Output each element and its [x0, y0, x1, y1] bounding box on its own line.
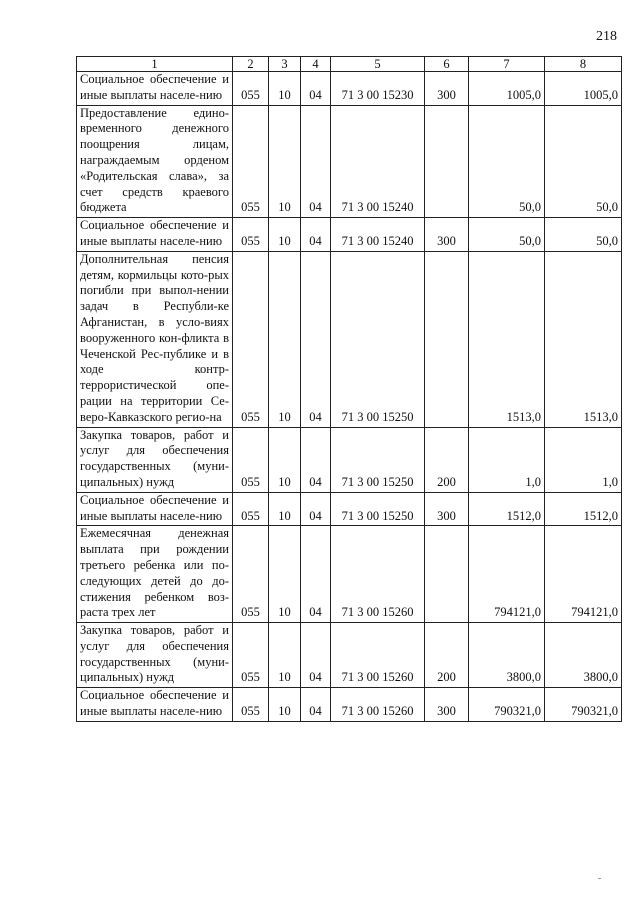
- amount-col8: 1,0: [545, 427, 622, 492]
- row-name: Социальное обеспечение и иные выплаты населе-нию: [77, 218, 233, 252]
- amount-col8: 3800,0: [545, 623, 622, 688]
- section-code: 10: [269, 72, 301, 106]
- section-code: 10: [269, 623, 301, 688]
- expense-type: [425, 105, 469, 218]
- target-article: 71 3 00 15240: [331, 105, 425, 218]
- section-code: 10: [269, 105, 301, 218]
- expense-type: 300: [425, 688, 469, 722]
- amount-col7: 50,0: [469, 218, 545, 252]
- expense-type: 300: [425, 72, 469, 106]
- expense-type: 300: [425, 218, 469, 252]
- admin-code: 055: [233, 492, 269, 526]
- target-article: 71 3 00 15230: [331, 72, 425, 106]
- admin-code: 055: [233, 218, 269, 252]
- row-name: Ежемесячная денежная выплата при рождении третьего ребенка или по-следующих детей до до-стижения ребенком воз-раста трех лет: [77, 526, 233, 623]
- subsection-code: 04: [301, 105, 331, 218]
- header-row: [77, 57, 622, 72]
- amount-col7: 794121,0: [469, 526, 545, 623]
- subsection-code: 04: [301, 218, 331, 252]
- subsection-code: 04: [301, 688, 331, 722]
- subsection-code: 04: [301, 72, 331, 106]
- admin-code: 055: [233, 105, 269, 218]
- scan-speck: [598, 878, 601, 879]
- section-code: 10: [269, 688, 301, 722]
- amount-col7: 1513,0: [469, 251, 545, 427]
- table-row: [77, 623, 622, 688]
- section-code: 10: [269, 492, 301, 526]
- table-row: [77, 218, 622, 252]
- section-code: 10: [269, 218, 301, 252]
- subsection-code: 04: [301, 623, 331, 688]
- table-row: [77, 251, 622, 427]
- table-row: [77, 688, 622, 722]
- table-row: [77, 427, 622, 492]
- table-row: [77, 492, 622, 526]
- amount-col8: 1513,0: [545, 251, 622, 427]
- expense-type: 300: [425, 492, 469, 526]
- row-name: Закупка товаров, работ и услуг для обеспечения государственных (муни-ципальных) нужд: [77, 427, 233, 492]
- table-row: [77, 105, 622, 218]
- target-article: 71 3 00 15260: [331, 688, 425, 722]
- header-cell: 3: [269, 57, 301, 72]
- subsection-code: 04: [301, 526, 331, 623]
- expense-type: [425, 251, 469, 427]
- amount-col8: 794121,0: [545, 526, 622, 623]
- target-article: 71 3 00 15260: [331, 623, 425, 688]
- target-article: 71 3 00 15250: [331, 492, 425, 526]
- target-article: 71 3 00 15250: [331, 251, 425, 427]
- header-cell: 2: [233, 57, 269, 72]
- amount-col7: 3800,0: [469, 623, 545, 688]
- target-article: 71 3 00 15260: [331, 526, 425, 623]
- admin-code: 055: [233, 688, 269, 722]
- header-cell: 6: [425, 57, 469, 72]
- admin-code: 055: [233, 72, 269, 106]
- row-name: Закупка товаров, работ и услуг для обеспечения государственных (муни-ципальных) нужд: [77, 623, 233, 688]
- page-number: 218: [596, 29, 617, 44]
- section-code: 10: [269, 526, 301, 623]
- admin-code: 055: [233, 526, 269, 623]
- subsection-code: 04: [301, 492, 331, 526]
- admin-code: 055: [233, 251, 269, 427]
- amount-col7: 50,0: [469, 105, 545, 218]
- admin-code: 055: [233, 427, 269, 492]
- section-code: 10: [269, 427, 301, 492]
- admin-code: 055: [233, 623, 269, 688]
- amount-col7: 1005,0: [469, 72, 545, 106]
- row-name: Социальное обеспечение и иные выплаты населе-нию: [77, 492, 233, 526]
- target-article: 71 3 00 15240: [331, 218, 425, 252]
- amount-col8: 1512,0: [545, 492, 622, 526]
- amount-col8: 790321,0: [545, 688, 622, 722]
- section-code: 10: [269, 251, 301, 427]
- subsection-code: 04: [301, 251, 331, 427]
- amount-col8: 1005,0: [545, 72, 622, 106]
- row-name: Предоставление едино-временного денежного поощрения лицам, награждаемым орденом «Родительская слава», за счет средств краевого бюджета: [77, 105, 233, 218]
- expense-type: [425, 526, 469, 623]
- row-name: Дополнительная пенсия детям, кормильцы кото-рых погибли при выпол-нении задач в Республи-ке Афганистан, в усло-виях вооруженного кон-фликта в Чеченской Рес-публике и в ходе контр-террористической опе-рации на территории Се-веро-Кавказского регио-на: [77, 251, 233, 427]
- subsection-code: 04: [301, 427, 331, 492]
- amount-col8: 50,0: [545, 218, 622, 252]
- table-row: [77, 526, 622, 623]
- expense-type: 200: [425, 623, 469, 688]
- amount-col8: 50,0: [545, 105, 622, 218]
- header-cell: 1: [77, 57, 233, 72]
- amount-col7: 1,0: [469, 427, 545, 492]
- header-cell: 5: [331, 57, 425, 72]
- expense-type: 200: [425, 427, 469, 492]
- row-name: Социальное обеспечение и иные выплаты населе-нию: [77, 688, 233, 722]
- amount-col7: 790321,0: [469, 688, 545, 722]
- target-article: 71 3 00 15250: [331, 427, 425, 492]
- amount-col7: 1512,0: [469, 492, 545, 526]
- budget-table: [76, 56, 622, 722]
- header-cell: 4: [301, 57, 331, 72]
- table-row: [77, 72, 622, 106]
- header-cell: 7: [469, 57, 545, 72]
- row-name: Социальное обеспечение и иные выплаты населе-нию: [77, 72, 233, 106]
- header-cell: 8: [545, 57, 622, 72]
